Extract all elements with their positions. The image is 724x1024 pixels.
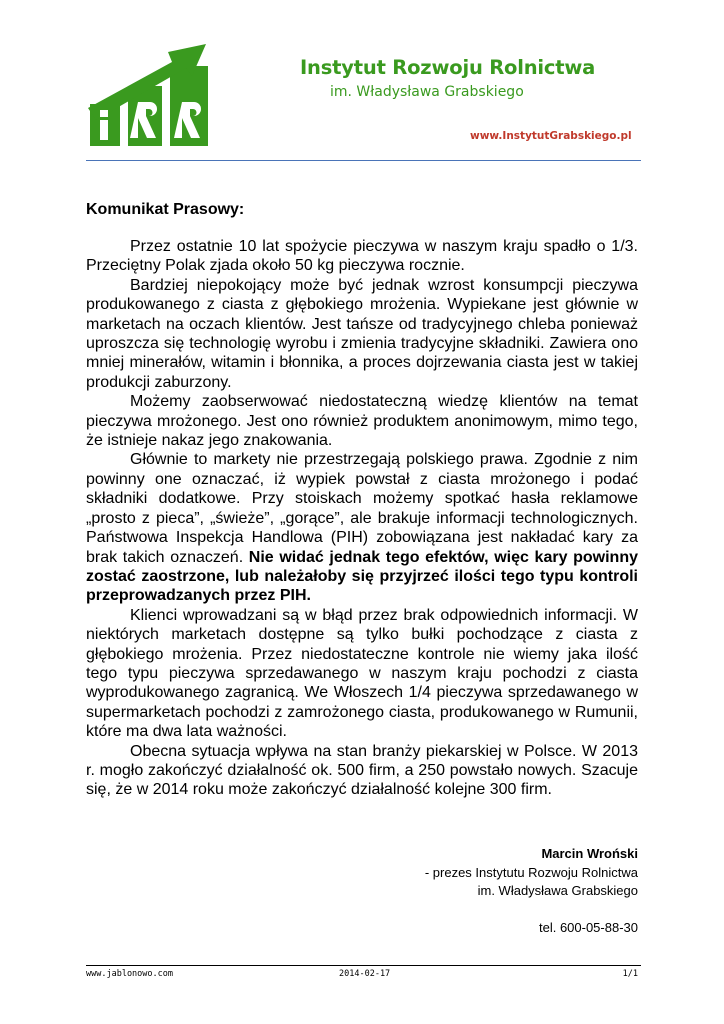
paragraph — [86, 450, 638, 605]
footer-site: www.jablonowo.com — [86, 969, 173, 979]
paragraph: Obecna sytuacja wpływa na stan branży piekarskiej w Polsce. W 2013 r. mogło zakończyć działalność ok. 500 firm, a 250 powstało nowych. Szacuje się, że w 2014 roku może zakończyć działalność kolejne 300 firm. — [86, 742, 638, 799]
paragraph: Możemy zaobserwować niedostateczną wiedzę klientów na temat pieczywa mrożonego. Jest ono również produktem anonimowym, mimo tego, że istnieje nakaz jego znakowania. — [86, 393, 638, 450]
paragraph-text: Głównie to markety nie przestrzegają polskiego prawa. Zgodnie z nim powinny one oznaczać, iż wypiek powstał z ciasta mrożonego i podać składniki dodatkowe. Przy stoiskach możemy spotkać hasła reklamowe „prosto z pieca”, „świeże”, „gorące”, ale brakuje informacji technologicznych. Państwowa Inspekcja Handlowa (PIH) zobowiązana jest nakładać kary za brak takich oznaczeń. — [86, 451, 638, 566]
footer-date: 2014-02-17 — [339, 969, 391, 979]
signatory-institution: im. Władysława Grabskiego — [477, 883, 638, 898]
signature-block — [425, 845, 638, 937]
institute-website-link[interactable]: www.InstytutGrabskiego.pl — [470, 130, 632, 142]
paragraph-bold-text: Nie widać jednak tego efektów, więc kary powinny zostać zaostrzone, lub należałoby się przyjrzeć ilości tego typu kontroli przeprowadzanych przez PIH. — [86, 548, 638, 605]
contact-phone: tel. 600-05-88-30 — [538, 919, 638, 935]
institute-name: Instytut Rozwoju Rolnictwa — [300, 56, 596, 79]
header-divider — [86, 160, 641, 161]
institute-logo — [86, 30, 236, 148]
footer-page-number: 1/1 — [622, 969, 638, 979]
document-body — [86, 237, 638, 800]
institute-subtitle: im. Władysława Grabskiego — [330, 84, 524, 100]
paragraph: Klienci wprowadzani są w błąd przez brak odpowiednich informacji. W niektórych marketach dostępne są tylko bułki pochodzące z ciasta z głębokiego mrożenia. Przez niedostateczne kontrole nie wiemy jaka ilość tego typu pieczywa sprzedawanego w naszym kraju pochodzi z ciasta wyprodukowanego zagranicą. We Włoszech 1/4 pieczywa sprzedawanego w supermarketach pochodzi z zamrożonego ciasta, produkowanego w Rumunii, które ma dwa lata ważności. — [86, 606, 638, 741]
paragraph: Bardziej niepokojący może być jednak wzrost konsumpcji pieczywa produkowanego z ciasta z głębokiego mrożenia. Wypiekane jest głównie w marketach na oczach klientów. Jest tańsze od tradycyjnego chleba ponieważ uproszcza się technologię wyrobu i zmienia tradycyjne składniki. Zawiera ono mniej minerałów, witamin i błonnika, a proces dojrzewania ciasta jest w takiej produkcji zaburzony. — [86, 276, 638, 391]
footer-divider — [86, 965, 641, 966]
document-heading: Komunikat Prasowy: — [86, 201, 245, 218]
signatory-role: - prezes Instytutu Rozwoju Rolnictwa — [424, 864, 638, 880]
paragraph: Przez ostatnie 10 lat spożycie pieczywa w naszym kraju spadło o 1/3. Przeciętny Polak zjada około 50 kg pieczywa rocznie. — [86, 238, 638, 275]
signatory-name: Marcin Wroński — [541, 846, 638, 861]
